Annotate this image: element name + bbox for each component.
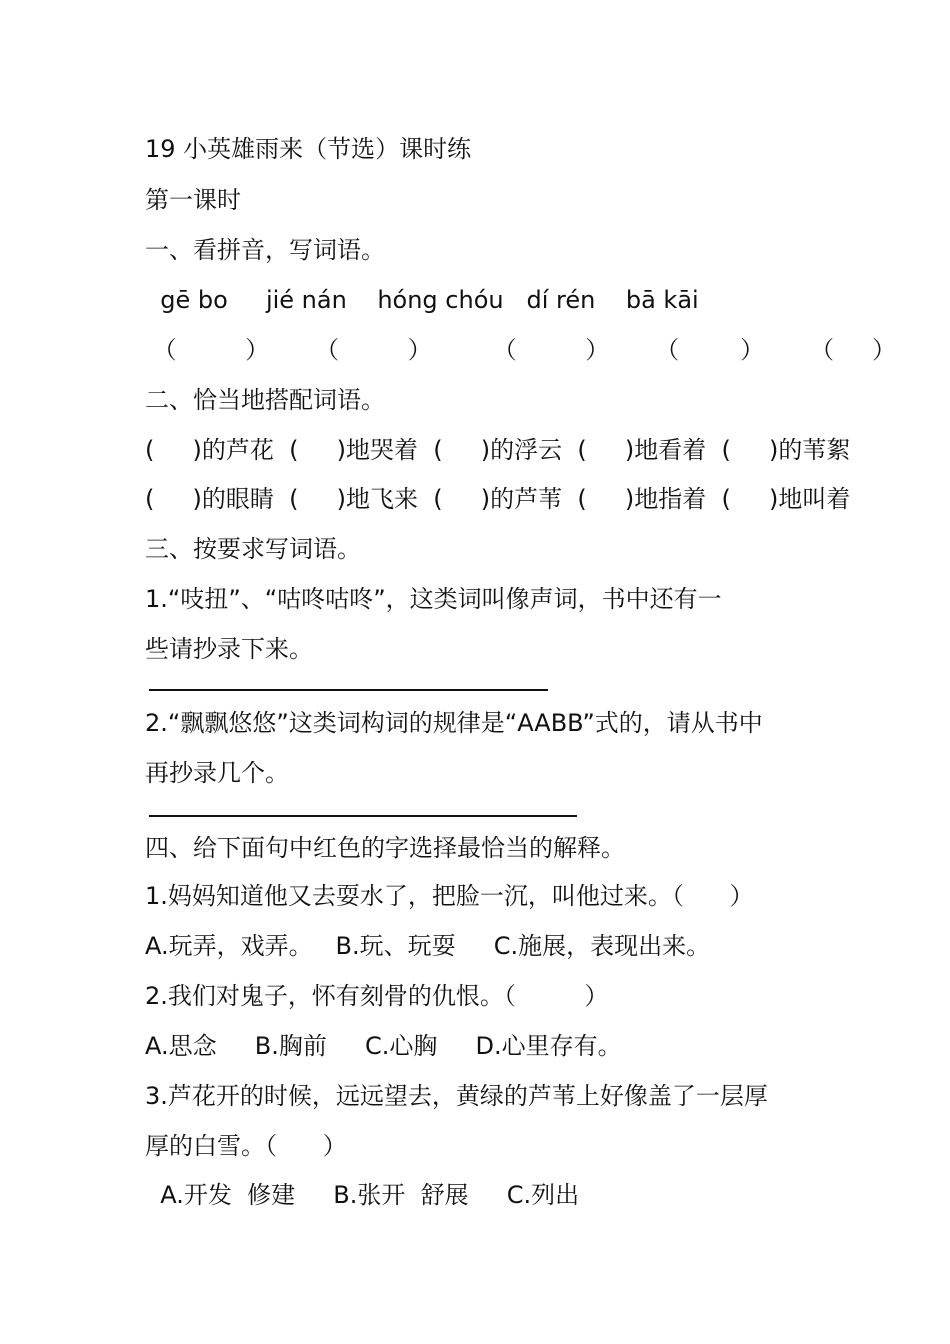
lesson-label: 第一课时 bbox=[145, 186, 241, 214]
section4-heading: 四、给下面句中红色的字选择最恰当的解释。 bbox=[145, 834, 625, 862]
answer-line-1 bbox=[149, 689, 548, 691]
question-4-1: 1.妈妈知道他又去耍水了，把脸一沉，叫他过来。（ ） bbox=[145, 882, 754, 910]
answer-line-2 bbox=[149, 815, 577, 817]
answer-blanks-row: （ ） （ ） （ ） （ ） （ ） bbox=[145, 336, 897, 364]
section3-heading: 三、按要求写词语。 bbox=[145, 535, 361, 563]
question-4-3-options: A.开发 修建 B.张开 舒展 C.列出 bbox=[145, 1181, 580, 1209]
matching-row-1: ( )的芦花 ( )地哭着 ( )的浮云 ( )地看着 ( )的苇絮 bbox=[145, 436, 851, 464]
section2-heading: 二、恰当地搭配词语。 bbox=[145, 386, 385, 414]
question-3-2-line-1: 2.“飘飘悠悠”这类词构词的规律是“AABB”式的，请从书中 bbox=[145, 709, 763, 737]
question-4-1-options: A.玩弄，戏弄。 B.玩、玩耍 C.施展，表现出来。 bbox=[145, 932, 711, 960]
matching-row-2: ( )的眼睛 ( )地飞来 ( )的芦苇 ( )地指着 ( )地叫着 bbox=[145, 485, 851, 513]
question-4-3-line-2: 厚的白雪。（ ） bbox=[145, 1132, 347, 1160]
section1-heading: 一、看拼音，写词语。 bbox=[145, 236, 385, 264]
worksheet-title: 19 小英雄雨来（节选）课时练 bbox=[145, 135, 472, 163]
question-4-2-options: A.思念 B.胸前 C.心胸 D.心里存有。 bbox=[145, 1032, 622, 1060]
pinyin-row: gē bo jié nán hóng chóu dí rén bā kāi bbox=[145, 286, 699, 314]
question-3-1-line-1: 1.“吱扭”、“咕咚咕咚”，这类词叫像声词，书中还有一 bbox=[145, 585, 722, 613]
question-3-1-line-2: 些请抄录下来。 bbox=[145, 635, 313, 663]
question-3-2-line-2: 再抄录几个。 bbox=[145, 759, 289, 787]
question-4-2: 2.我们对鬼子，怀有刻骨的仇恨。（ ） bbox=[145, 982, 609, 1010]
question-4-3-line-1: 3.芦花开的时候，远远望去，黄绿的芦苇上好像盖了一层厚 bbox=[145, 1082, 768, 1110]
